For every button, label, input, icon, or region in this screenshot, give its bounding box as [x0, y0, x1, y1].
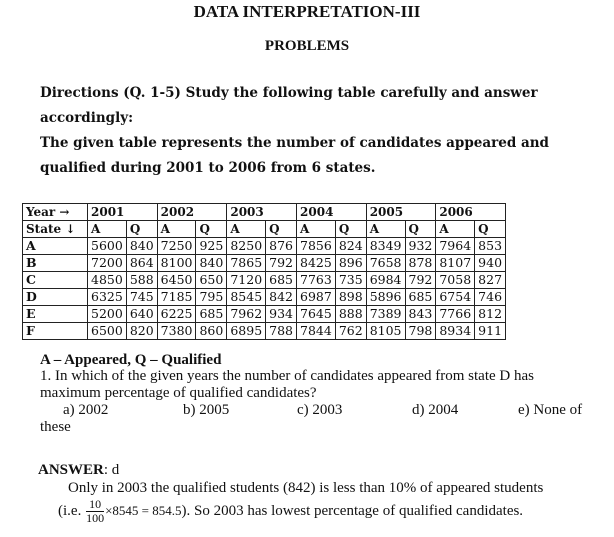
directions-line: accordingly:	[40, 110, 134, 126]
directions-line: The given table represents the number of candidates appeared and	[40, 135, 549, 151]
appeared-cell: 8934	[436, 323, 475, 340]
qualified-cell: 925	[196, 238, 227, 255]
qualified-cell: 650	[196, 272, 227, 289]
option-d: d) 2004	[412, 402, 459, 418]
state-cell: A	[23, 238, 88, 255]
qualified-cell: 795	[196, 289, 227, 306]
appeared-cell: 7200	[88, 255, 127, 272]
formula-post: ). So 2003 has lowest percentage of qualified candidates.	[181, 502, 524, 519]
qualified-cell: 842	[266, 289, 297, 306]
qualified-cell: 762	[335, 323, 366, 340]
appeared-cell: 7962	[227, 306, 266, 323]
qualified-cell: 798	[405, 323, 436, 340]
subheader-cell: A	[297, 221, 336, 238]
year-cell: 2001	[88, 204, 158, 221]
appeared-cell: 8107	[436, 255, 475, 272]
appeared-cell: 6754	[436, 289, 475, 306]
appeared-cell: 5200	[88, 306, 127, 323]
state-cell: F	[23, 323, 88, 340]
appeared-cell: 4850	[88, 272, 127, 289]
appeared-cell: 8349	[366, 238, 405, 255]
appeared-cell: 7058	[436, 272, 475, 289]
appeared-cell: 7844	[297, 323, 336, 340]
qualified-cell: 735	[335, 272, 366, 289]
page-subtitle: PROBLEMS	[264, 38, 350, 54]
appeared-cell: 7865	[227, 255, 266, 272]
year-cell: 2005	[366, 204, 436, 221]
appeared-cell: 8545	[227, 289, 266, 306]
appeared-cell: 6987	[297, 289, 336, 306]
appeared-cell: 6325	[88, 289, 127, 306]
page-title: DATA INTERPRETATION-III	[193, 2, 421, 21]
appeared-cell: 8100	[157, 255, 196, 272]
appeared-cell: 7658	[366, 255, 405, 272]
table-row	[23, 255, 506, 272]
denominator: 100	[86, 511, 105, 525]
qualified-cell: 888	[335, 306, 366, 323]
qualified-cell: 640	[126, 306, 157, 323]
subheader-cell: Q	[196, 221, 227, 238]
year-cell: 2006	[436, 204, 506, 221]
state-cell: B	[23, 255, 88, 272]
option-c: c) 2003	[297, 402, 343, 418]
appeared-cell: 7120	[227, 272, 266, 289]
subheader-cell: A	[366, 221, 405, 238]
appeared-cell: 6225	[157, 306, 196, 323]
appeared-cell: 8250	[227, 238, 266, 255]
directions-line: Directions (Q. 1-5) Study the following table carefully and answer	[40, 85, 538, 101]
qualified-cell: 932	[405, 238, 436, 255]
subheader-cell: Q	[126, 221, 157, 238]
appeared-cell: 5896	[366, 289, 405, 306]
question-text: 1. In which of the given years the number of candidates appeared from state D has	[40, 368, 534, 384]
appeared-cell: 6895	[227, 323, 266, 340]
answer-label: ANSWER	[38, 462, 104, 478]
appeared-cell: 8105	[366, 323, 405, 340]
qualified-cell: 911	[475, 323, 506, 340]
appeared-cell: 7766	[436, 306, 475, 323]
appeared-cell: 7856	[297, 238, 336, 255]
year-cell: 2002	[157, 204, 227, 221]
appeared-cell: 6500	[88, 323, 127, 340]
table-row	[23, 238, 506, 255]
qualified-cell: 840	[126, 238, 157, 255]
appeared-cell: 7250	[157, 238, 196, 255]
formula-expr: ×8545 = 854.5	[105, 502, 182, 518]
qualified-cell: 896	[335, 255, 366, 272]
qualified-cell: 685	[405, 289, 436, 306]
qualified-cell: 843	[405, 306, 436, 323]
qualified-cell: 878	[405, 255, 436, 272]
option-a: a) 2002	[63, 402, 109, 418]
qualified-cell: 685	[266, 272, 297, 289]
appeared-cell: 7380	[157, 323, 196, 340]
data-table	[22, 203, 506, 340]
table-row	[23, 272, 506, 289]
appeared-cell: 7964	[436, 238, 475, 255]
subheader-cell: Q	[475, 221, 506, 238]
answer	[38, 462, 119, 479]
formula-pre: (i.e.	[58, 502, 86, 519]
appeared-cell: 7389	[366, 306, 405, 323]
qualified-cell: 788	[266, 323, 297, 340]
appeared-cell: 7185	[157, 289, 196, 306]
qualified-cell: 876	[266, 238, 297, 255]
explanation-line: Only in 2003 the qualified students (842) is less than 10% of appeared students	[68, 480, 544, 496]
qualified-cell: 812	[475, 306, 506, 323]
option-e: e) None of	[518, 402, 583, 418]
directions-line: qualified during 2001 to 2006 from 6 states.	[40, 160, 376, 176]
state-header: State ↓	[23, 221, 88, 238]
table-row	[23, 306, 506, 323]
qualified-cell: 792	[405, 272, 436, 289]
subheader-cell: A	[436, 221, 475, 238]
fraction	[86, 498, 104, 525]
appeared-cell: 7763	[297, 272, 336, 289]
qualified-cell: 824	[335, 238, 366, 255]
qualified-cell: 792	[266, 255, 297, 272]
qualified-cell: 685	[196, 306, 227, 323]
numerator: 10	[86, 498, 104, 512]
qualified-cell: 827	[475, 272, 506, 289]
state-cell: D	[23, 289, 88, 306]
appeared-cell: 7645	[297, 306, 336, 323]
qualified-cell: 746	[475, 289, 506, 306]
year-cell: 2004	[297, 204, 367, 221]
subheader-cell: Q	[335, 221, 366, 238]
year-cell: 2003	[227, 204, 297, 221]
qualified-cell: 820	[126, 323, 157, 340]
qualified-cell: 860	[196, 323, 227, 340]
year-header: Year →	[23, 204, 88, 221]
subheader-cell: Q	[266, 221, 297, 238]
table-row	[23, 289, 506, 306]
qualified-cell: 588	[126, 272, 157, 289]
subheader-cell: A	[227, 221, 266, 238]
explanation-formula	[58, 498, 523, 525]
subheader-cell: Q	[405, 221, 436, 238]
subheader-cell: A	[88, 221, 127, 238]
state-cell: C	[23, 272, 88, 289]
qualified-cell: 934	[266, 306, 297, 323]
appeared-cell: 6450	[157, 272, 196, 289]
qualified-cell: 898	[335, 289, 366, 306]
qualified-cell: 745	[126, 289, 157, 306]
qualified-cell: 864	[126, 255, 157, 272]
appeared-cell: 6984	[366, 272, 405, 289]
qualified-cell: 940	[475, 255, 506, 272]
subheader-cell: A	[157, 221, 196, 238]
qualified-cell: 853	[475, 238, 506, 255]
question-text: maximum percentage of qualified candidates?	[40, 385, 317, 401]
qualified-cell: 840	[196, 255, 227, 272]
answer-value: : d	[103, 462, 120, 478]
table-row	[23, 323, 506, 340]
appeared-cell: 5600	[88, 238, 127, 255]
option-b: b) 2005	[183, 402, 230, 418]
legend: A – Appeared, Q – Qualified	[40, 352, 222, 368]
option-e-cont: these	[40, 419, 71, 435]
state-cell: E	[23, 306, 88, 323]
appeared-cell: 8425	[297, 255, 336, 272]
